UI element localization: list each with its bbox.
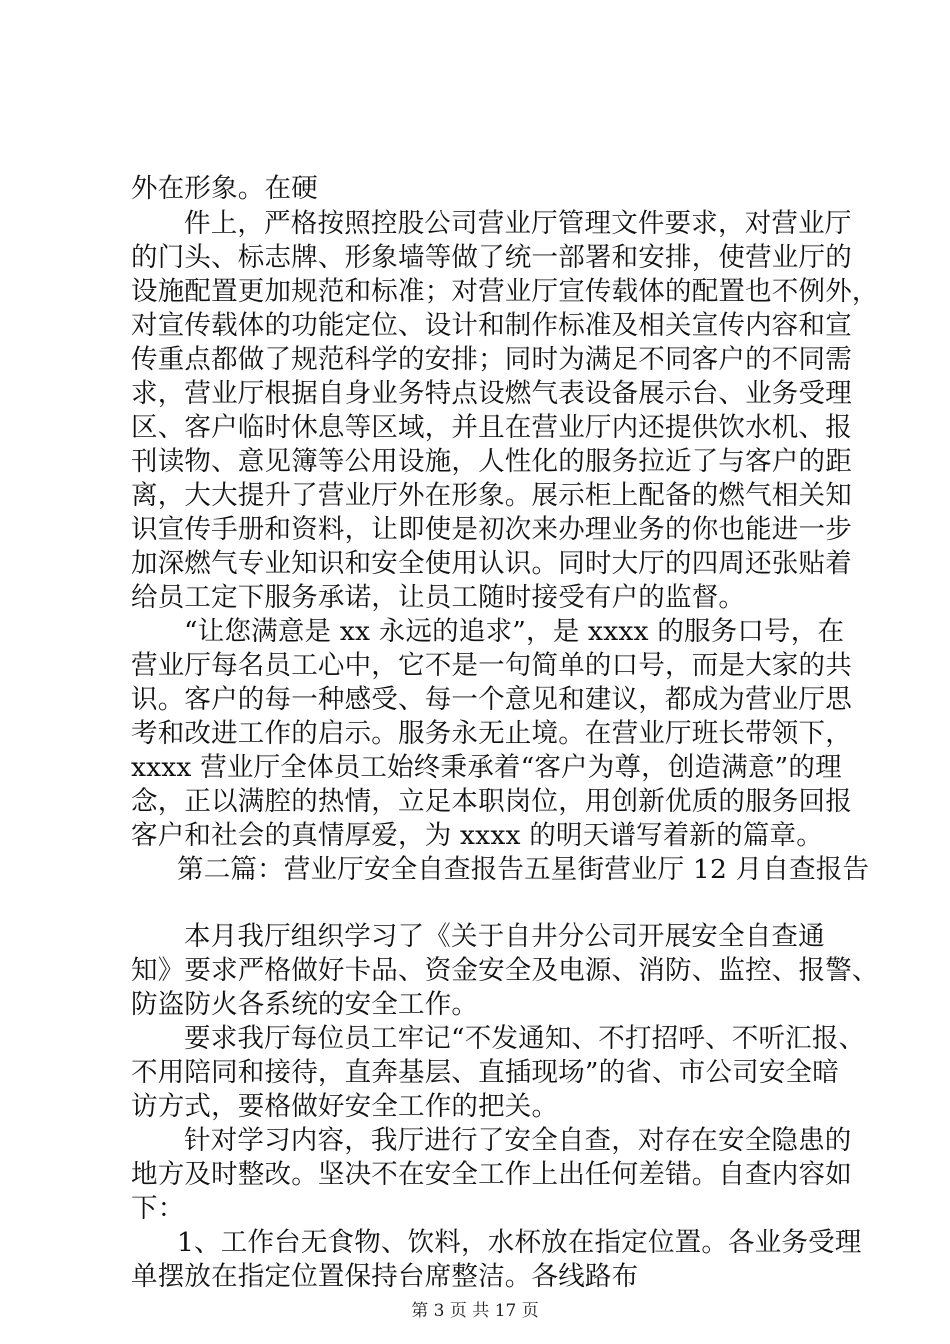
text-line: 不用陪同和接待，直奔基层、直插现场”的省、市公司安全暗 — [131, 1057, 839, 1088]
text-line: 外在形象。在硬 — [131, 173, 318, 204]
text-line: 本月我厅组织学习了《关于自井分公司开展安全自查通 — [184, 921, 825, 952]
text-line: 区、客户临时休息等区域，并且在营业厅内还提供饮水机、报 — [131, 412, 852, 443]
text-line: 传重点都做了规范科学的安排；同时为满足不同客户的不同需 — [131, 344, 852, 375]
text-line: 件上，严格按照控股公司营业厅管理文件要求，对营业厅 — [184, 208, 852, 239]
text-line: 防盗防火各系统的安全工作。 — [131, 989, 479, 1020]
text-line: 知》要求严格做好卡品、资金安全及电源、消防、监控、报警、 — [131, 955, 879, 986]
text-line: 加深燃气专业知识和安全使用认识。同时大厅的四周还张贴着 — [131, 548, 852, 579]
section-heading: 第二篇：营业厅安全自查报告五星街营业厅 12 月自查报告 — [177, 854, 870, 885]
text-line: 离，大大提升了营业厅外在形象。展示柜上配备的燃气相关知 — [131, 480, 852, 511]
text-line: 求，营业厅根据自身业务特点设燃气表设备展示台、业务受理 — [131, 378, 852, 409]
text-line: “让您满意是 xx 永远的追求”，是 xxxx 的服务口号，在 — [184, 616, 845, 647]
text-line: 营业厅每名员工心中，它不是一句简单的口号，而是大家的共 — [131, 650, 852, 681]
page-number: 第 3 页 共 17 页 — [411, 1301, 539, 1321]
text-line: 针对学习内容，我厅进行了安全自查，对存在安全隐患的 — [184, 1125, 852, 1156]
text-line: 设施配置更加规范和标准；对营业厅宣传载体的配置也不例外， — [131, 276, 879, 307]
text-line: 访方式，要格做好安全工作的把关。 — [131, 1091, 559, 1122]
text-line: 地方及时整改。坚决不在安全工作上出任何差错。自查内容如 — [131, 1159, 852, 1190]
text-line: 对宣传载体的功能定位、设计和制作标准及相关宣传内容和宣 — [131, 310, 852, 341]
text-line: xxxx 营业厅全体员工始终秉承着“客户为尊，创造满意”的理 — [131, 752, 842, 783]
text-line: 识。客户的每一种感受、每一个意见和建议，都成为营业厅思 — [131, 684, 852, 715]
text-line: 给员工定下服务承诺，让员工随时接受有户的监督。 — [131, 582, 746, 613]
text-line: 念，正以满腔的热情，立足本职岗位，用创新优质的服务回报 — [131, 786, 852, 817]
text-line: 客户和社会的真情厚爱，为 xxxx 的明天谱写着新的篇章。 — [131, 820, 823, 851]
text-line: 单摆放在指定位置保持台席整洁。各线路布 — [131, 1261, 639, 1292]
text-line: 考和改进工作的启示。服务永无止境。在营业厅班长带领下， — [131, 718, 852, 749]
text-line: 要求我厅每位员工牢记“不发通知、不打招呼、不听汇报、 — [184, 1023, 866, 1054]
text-line: 刊读物、意见簿等公用设施，人性化的服务拉近了与客户的距 — [131, 446, 852, 477]
text-line: 的门头、标志牌、形象墙等做了统一部署和安排，使营业厅的 — [131, 242, 852, 273]
text-line: 识宣传手册和资料，让即使是初次来办理业务的你也能进一步 — [131, 514, 852, 545]
text-line: 下： — [131, 1193, 185, 1224]
text-line: 1、工作台无食物、饮料，水杯放在指定位置。各业务受理 — [177, 1227, 862, 1258]
